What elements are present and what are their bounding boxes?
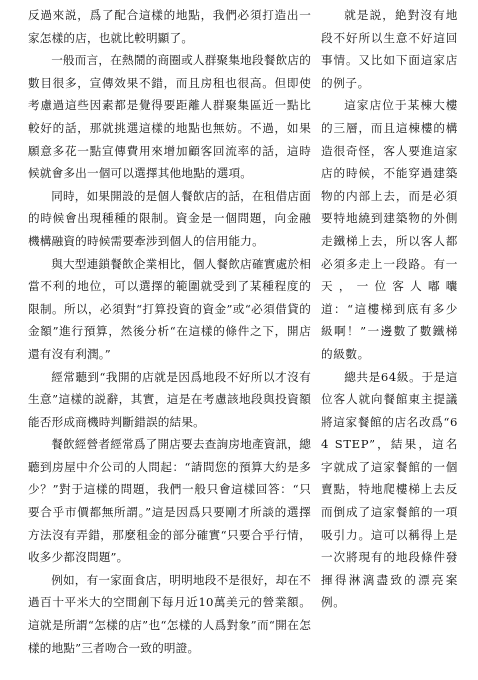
paragraph: 例如，有一家面食店，明明地段不是很好，却在不過百十平米大的空間創下每月近10萬美元的營業額。這就是所謂“怎樣的店”也“怎樣的人爲對象”而“開在怎樣的地點”三者吻合一致的明證。 (28, 572, 311, 655)
paragraph: 一般而言，在熱鬧的商圈或人群聚集地段餐飲店的數目很多，宣傳效果不錯，而且房租也很高。但即使考慮過這些因素都是覺得要距離人群聚集區近一點比較好的話，那就挑選這樣的地點也無妨。不過，如果願意多花一點宣傳費用來增加顧客回流率的話，這時候就會多出一個可以選擇其他地點的選項。 (28, 53, 311, 181)
paragraph: 餐飲經營者經常爲了開店要去查詢房地產資訊，總聽到房屋中介公司的人問起：“請問您的預算大約是多少？”對于這樣的問題，我們一般只會這樣回答：“只要合乎市價都無所謂。”這是因爲只要剛才所談的選擇方法沒有弄錯，那麼租金的部分確實“只要合乎行情，收多少都沒問題”。 (28, 437, 311, 565)
paragraph: 與大型連鎖餐飲企業相比，個人餐飲店確實處於相當不利的地位，可以選擇的範圍就受到了某種程度的限制。所以，必須對“打算投資的資金”或“必須借貸的金額”進行預算，然後分析“在這樣的條件之下，開店還有沒有利潤。” (28, 256, 311, 361)
paragraph: 總共是64級。于是這位客人就向餐館東主提議將這家餐館的店名改爲“64 STEP”，結果，這名字就成了這家餐館的一個賣點，特地爬樓梯上去反而倒成了這家餐館的一項吸引力。這可以稱得上是一次將現有的地段條件發揮得淋漓盡致的漂亮案例。 (321, 369, 458, 610)
paragraph: 這家店位于某棟大樓的三層，而且這棟樓的構造很奇怪，客人要進這家店的時候，不能穿過建築物的内部上去，而是必須要特地繞到建築物的外側走鐵梯上去，所以客人都必須多走上一段路。有一天，一位客人嘟囔道：“這樓梯到底有多少級啊！”一邊數了數鐵梯的級數。 (321, 98, 458, 361)
paragraph: 同時，如果開設的是個人餐飲店的話，在租借店面的時候會出現種種的限制。資金是一個問題，向金融機構融資的時候需要牽涉到個人的信用能力。 (28, 188, 311, 248)
paragraph: 反過來説，爲了配合這樣的地點，我們必須打造出一家怎樣的店，也就比較明顯了。 (28, 8, 311, 45)
paragraph: 就是説，絶對沒有地段不好所以生意不好這回事情。又比如下面這家店的例子。 (321, 8, 458, 90)
paragraph: 經常聽到“我開的店就是因爲地段不好所以才沒有生意”這樣的説辭，其實，這是在考慮該地段與投資額能否形成商機時判斷錯誤的結果。 (28, 369, 311, 429)
left-text-column (28, 4, 311, 659)
right-text-column (321, 4, 458, 614)
